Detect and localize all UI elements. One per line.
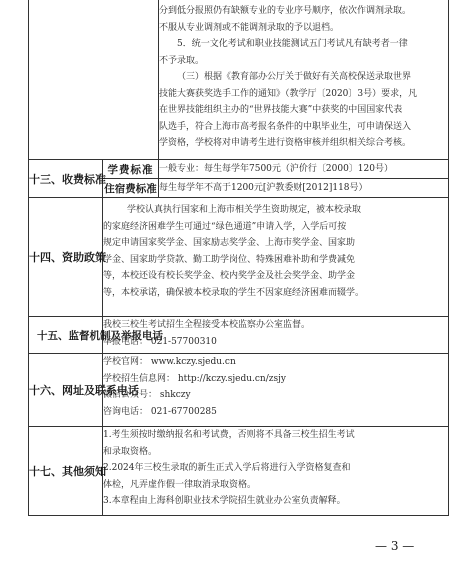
section-14-label: 十四、资助政策 [29, 198, 103, 317]
continuation-row [29, 0, 449, 160]
aid-line: 规定申请国家奖学金、国家励志奖学金、上海市奖学金、国家助 [103, 238, 356, 248]
notice-line: 3.本章程由上海科创职业技术学院招生就业办公室负责解释。 [103, 496, 346, 506]
website-line: 学校官网： www.kczy.sjedu.cn [103, 357, 236, 367]
item5-line-2: 不予录取。 [159, 55, 205, 66]
item3-line-5: 学资格，学校将对申请考生进行资格审核并组织相关综合考核。 [159, 138, 412, 148]
admissions-site-line: 学校招生信息网： http://kczy.sjedu.cn/zsjy [103, 373, 286, 384]
dorm-text: 每生每学年不高于1200元[沪教委财[2012]118号） [159, 179, 449, 198]
aid-line: 学校认真执行国家和上海市相关学生资助规定，被本校录取 [127, 205, 362, 215]
section-16-label: 十六、网址及联系电话 [29, 354, 103, 427]
section-14-body [103, 198, 449, 317]
aid-line: 学金、国家助学贷款、勤工助学岗位、特殊困难补助和学费减免 [103, 254, 356, 265]
fee-tuition-row [29, 160, 449, 179]
section-13-label: 十三、收费标准 [29, 160, 103, 198]
notice-line: 2.2024年三校生录取的新生正式入学后将进行入学资格复查和 [103, 463, 351, 473]
item3-line-1: （三）根据《教育部办公厅关于做好有关高校保送录取世界 [177, 72, 412, 82]
section-15-body [103, 317, 449, 354]
aid-line: 等，本校承诺，确保被本校录取的学生不因家庭经济困难而辍学。 [103, 287, 365, 298]
dorm-label: 住宿费标准 [103, 179, 159, 198]
item3-line-3: 在世界技能组织主办的“世界技能大赛”中获奖的中国国家代表 [159, 105, 403, 115]
item3-line-2: 技能大赛获奖选手工作的通知》（教学厅〔2020〕3号）要求，凡 [159, 88, 418, 99]
adjust-line-2: 不服从专业调剂或不能调剂录取的予以退档。 [159, 22, 340, 33]
empty-label-cell [29, 0, 159, 160]
section-16-row [29, 354, 449, 427]
section-17-label: 十七、其他须知 [29, 427, 103, 516]
tuition-text: 一般专业：每生每学年7500元（沪价行〔2000〕120号） [159, 160, 449, 179]
continuation-text [159, 0, 449, 160]
tuition-label: 学费标准 [103, 160, 159, 179]
notice-line: 和录取资格。 [103, 446, 158, 457]
adjust-line-1: 分到低分报照仍有缺额专业的专业序号顺序，依次作调剂录取。 [159, 6, 412, 16]
section-15-label: 十五、监督机制及举报电话 [29, 317, 103, 354]
notice-line: 体检，凡弄虚作假一律取消录取资格。 [103, 479, 257, 490]
item5-line-1: 5．统一文化考试和职业技能测试五门考试凡有缺考者一律 [177, 39, 408, 49]
aid-line: 的家庭经济困难学生可通过“绿色通道”申请入学，入学后可按 [103, 221, 347, 232]
section-17-row [29, 427, 449, 516]
aid-line: 等，本校还设有校长奖学金、校内奖学金及社会奖学金、助学金 [103, 271, 356, 281]
consult-phone-line: 咨询电话： 021-67700285 [103, 406, 217, 417]
section-15-row [29, 317, 449, 354]
section-17-body [103, 427, 449, 516]
page-number: — 3 — [375, 539, 415, 553]
section-16-body [103, 354, 449, 427]
item3-line-4: 队选手，符合上海市高考报名条件的中职毕业生，可申请保送入 [159, 121, 412, 132]
enrollment-regulations-table [28, 0, 449, 516]
supervision-line: 我校三校生考试招生全程接受本校监察办公室监督。 [103, 320, 311, 330]
notice-line: 1.考生须按时缴纳报名和考试费，否则将不具备三校生招生考试 [103, 430, 355, 440]
section-14-row [29, 198, 449, 317]
wechat-line: 微信公众号： shkczy [103, 390, 191, 400]
report-phone: 举报电话： 021-57700310 [103, 336, 217, 347]
